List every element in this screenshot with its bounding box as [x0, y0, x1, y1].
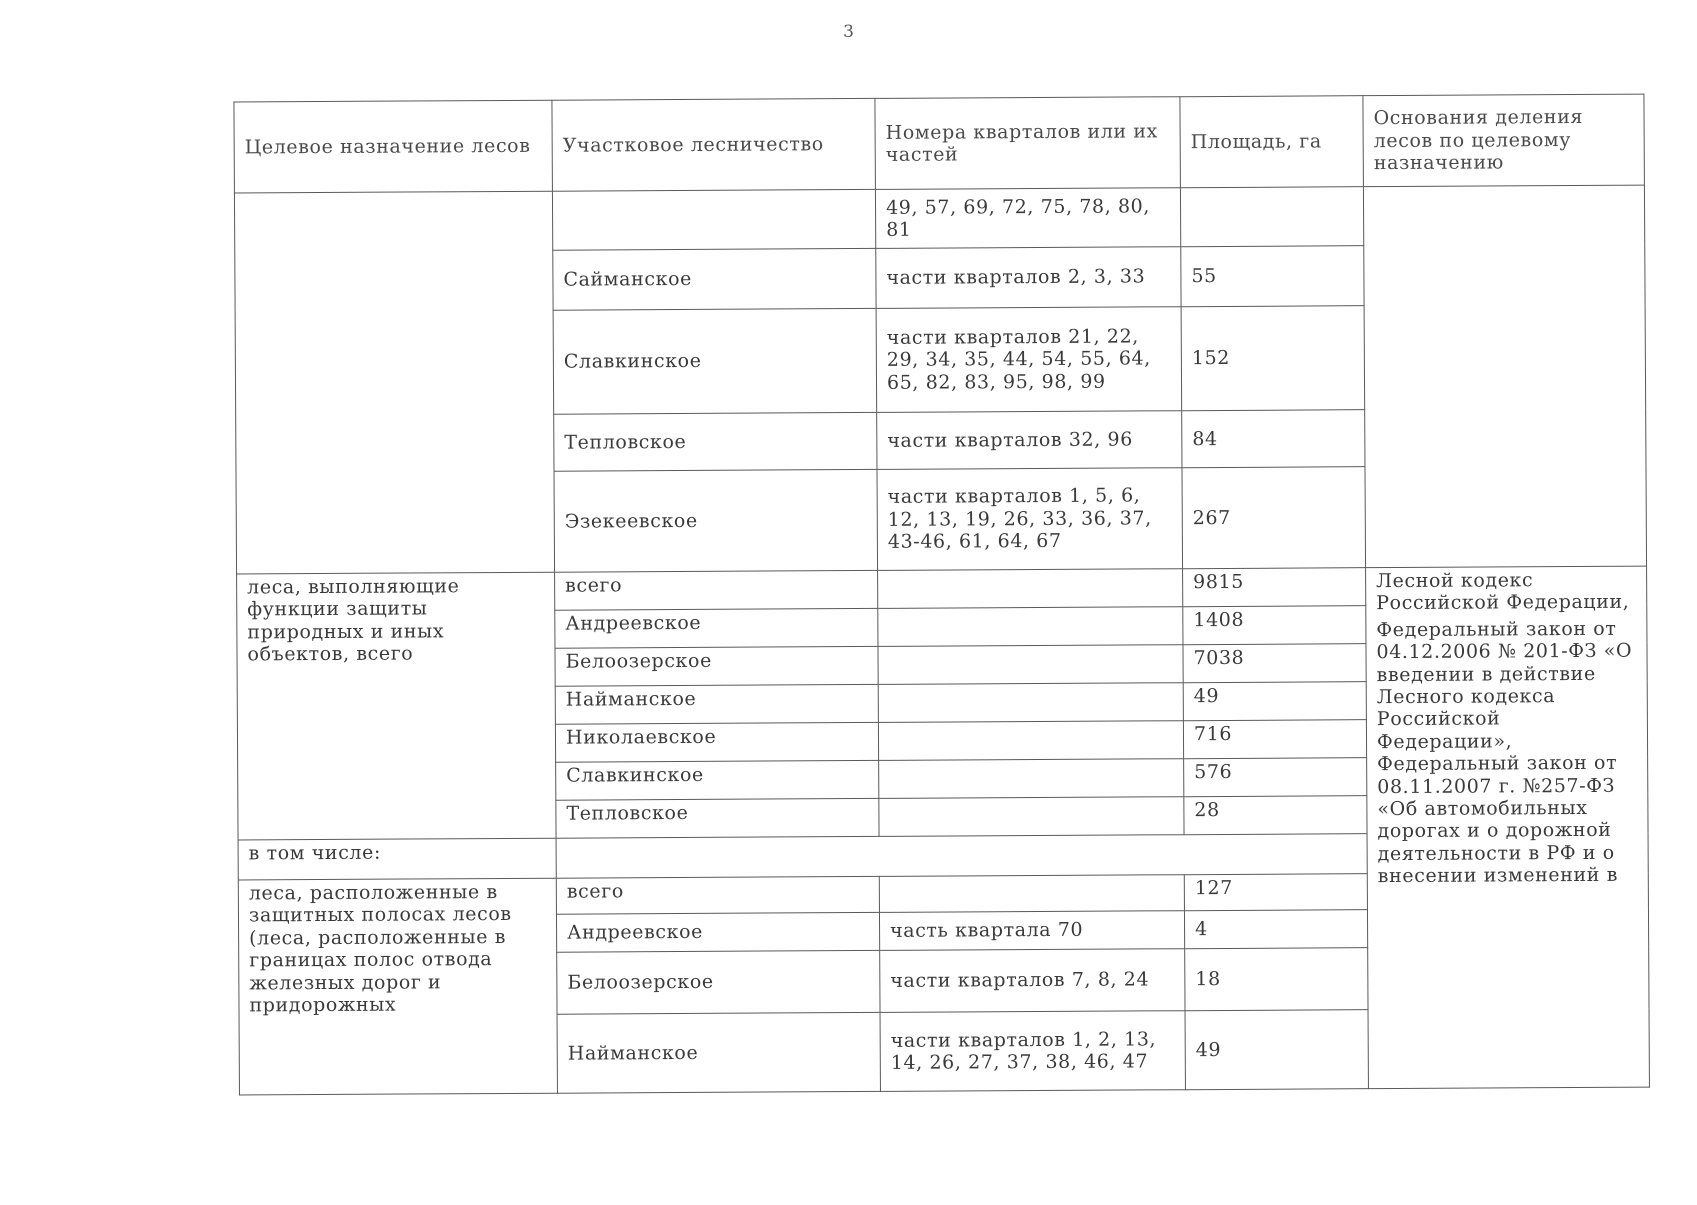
area-cell: 49 — [1185, 1010, 1368, 1090]
area-cell: 9815 — [1183, 568, 1366, 607]
purpose-cell-protective-strips: леса, расположенные в защитных полосах лесов (леса, расположенные в границах полос отвода железных дорог и придорожных — [238, 878, 557, 1095]
forestry-cell: Белоозерское — [557, 950, 880, 1014]
basis-cell-protective — [1366, 566, 1650, 1089]
quarters-cell: части кварталов 7, 8, 24 — [880, 949, 1185, 1013]
quarters-cell: части кварталов 2, 3, 33 — [876, 247, 1181, 309]
quarters-cell — [878, 721, 1183, 761]
area-cell: 267 — [1182, 467, 1366, 569]
forestry-cell: Андреевское — [556, 912, 879, 952]
area-cell: 1408 — [1183, 606, 1366, 645]
quarters-cell — [879, 875, 1184, 913]
forestry-cell — [552, 189, 875, 250]
header-quarters: Номера кварталов или их частей — [875, 97, 1181, 190]
header-forestry: Участковое лесничество — [552, 98, 876, 191]
table-header-row — [234, 94, 1644, 193]
forestry-cell: Тепловское — [554, 412, 877, 471]
quarters-cell: часть квартала 70 — [879, 911, 1184, 951]
forestry-cell: Тепловское — [556, 798, 879, 838]
basis-cell-continued — [1363, 185, 1646, 568]
area-cell: 576 — [1184, 758, 1367, 797]
area-cell: 4 — [1184, 910, 1367, 949]
header-area: Площадь, га — [1180, 96, 1364, 188]
area-cell: 18 — [1185, 948, 1368, 1011]
quarters-cell: части кварталов 32, 96 — [877, 411, 1182, 470]
quarters-cell: части кварталов 1, 2, 13, 14, 26, 27, 37, 38, 46, 47 — [880, 1011, 1185, 1092]
forestry-cell: Николаевское — [555, 722, 878, 762]
quarters-cell: части кварталов 21, 22, 29, 34, 35, 44, 54, 55, 64, 65, 82, 83, 95, 98, 99 — [876, 307, 1182, 413]
including-empty-cell — [556, 834, 1367, 879]
forestry-cell: Славкинское — [556, 760, 879, 800]
basis-federal-laws: Федеральный закон от 04.12.2006 № 201-ФЗ «О введении в действие Лесного кодекса Российской Федерации», Федеральный закон от 08.11.2007 г. №257-ФЗ «Об автомобильных дорогах и о дорожной деятельности в РФ и о внесении изменений в — [1376, 617, 1633, 888]
area-cell: 55 — [1181, 246, 1364, 307]
header-basis: Основания деления лесов по целевому назначению — [1363, 94, 1645, 187]
quarters-cell — [878, 645, 1183, 685]
forest-purpose-table — [233, 94, 1650, 1096]
table-row — [237, 566, 1647, 612]
quarters-cell: части кварталов 1, 5, 6, 12, 13, 19, 26, 33, 36, 37, 43-46, 61, 64, 67 — [877, 468, 1183, 571]
forestry-cell: Андреевское — [555, 608, 878, 648]
area-cell: 127 — [1184, 874, 1367, 911]
purpose-cell-continued — [234, 191, 554, 574]
quarters-cell — [879, 797, 1184, 837]
header-purpose: Целевое назначение лесов — [234, 100, 553, 193]
area-cell — [1180, 187, 1363, 247]
quarters-cell — [878, 607, 1183, 647]
forestry-cell: Наймaнское — [557, 1012, 880, 1093]
forestry-cell: всего — [555, 570, 878, 610]
area-cell: 84 — [1182, 410, 1365, 468]
area-cell: 49 — [1183, 682, 1366, 721]
quarters-cell: 49, 57, 69, 72, 75, 78, 80, 81 — [875, 188, 1180, 249]
area-cell: 152 — [1181, 306, 1365, 411]
forestry-cell: Белоозерское — [555, 646, 878, 686]
forestry-cell: Саймaнское — [553, 248, 876, 310]
area-cell: 28 — [1184, 796, 1367, 835]
forestry-cell: Наймaнское — [555, 684, 878, 724]
including-label: в том числе: — [238, 838, 556, 880]
basis-forest-code: Лесной кодекс Российской Федерации, — [1376, 569, 1630, 615]
area-cell: 7038 — [1183, 644, 1366, 683]
purpose-cell-protective: леса, выполняющие функции защиты природных и иных объектов, всего — [237, 572, 556, 840]
forestry-cell: Славкинское — [553, 308, 877, 414]
quarters-cell — [879, 759, 1184, 799]
table-row — [234, 185, 1644, 252]
quarters-cell — [878, 683, 1183, 723]
forestry-cell: Эзекеевское — [554, 469, 878, 572]
quarters-cell — [878, 569, 1183, 609]
forestry-cell: всего — [556, 876, 879, 914]
page-number: 3 — [843, 22, 854, 42]
area-cell: 716 — [1183, 720, 1366, 759]
